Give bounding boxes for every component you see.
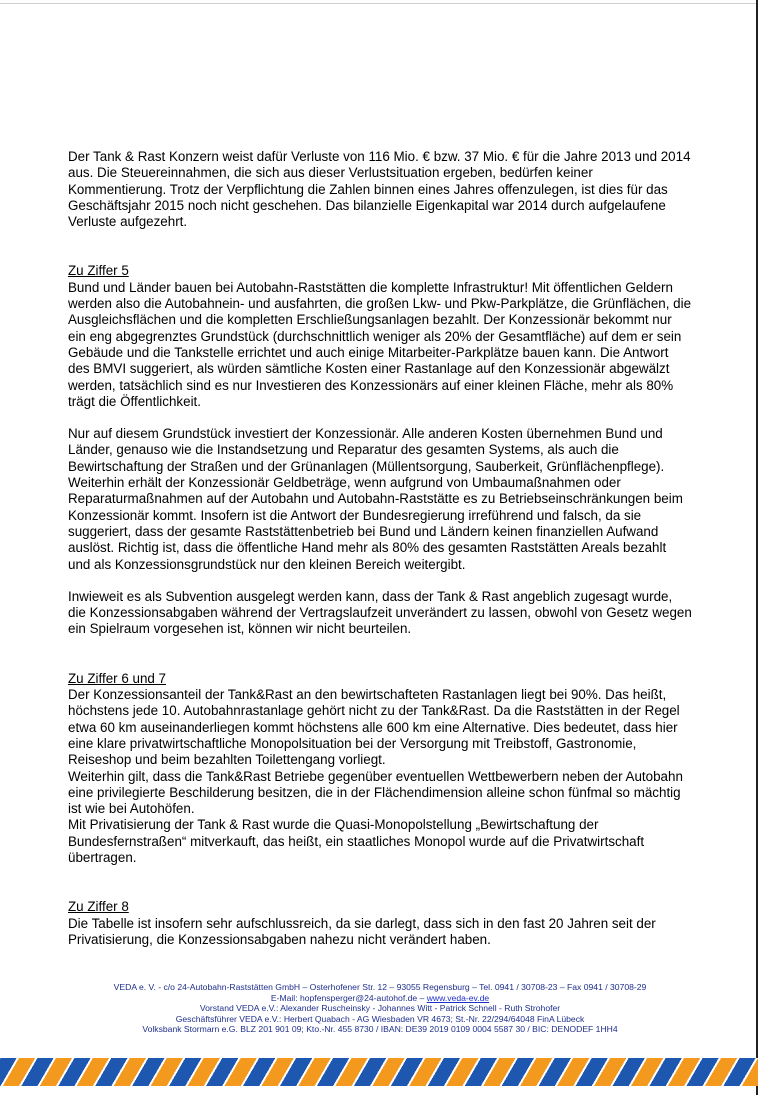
paragraph-ziffer-6-7-2: Weiterhin gilt, dass die Tank&Rast Betriebe gegenüber eventuellen Wettbewerbern neben der Autobahn eine privilegierte Beschilderung besitzen, die in der Flächendimension alleine schon fünfmal so mächtig ist wie bei Autohöfen. [68,768,683,817]
heading-ziffer-8: Zu Ziffer 8 [68,899,129,915]
footer-board: Vorstand VEDA e.V.: Alexander Ruscheinsky - Johannes Witt - Patrick Schnell - Ruth Strohofer [199,1003,561,1014]
paragraph-ziffer-6-7-1: Der Konzessionsanteil der Tank&Rast an den bewirtschafteten Rastanlagen liegt bei 90%. Das heißt, höchstens jede 10. Autobahnrastanlage gehört nicht zu der Tank&Rast. Da die Raststätten in der Regel etwa 60 km auseinanderliegen kommt höchstens alle 600 km eine Alternative. Dies bedeutet, dass hier eine klare privatwirtschaftliche Monopolsituation bei der Versorgung mit Treibstoff, Gastronomie, Reiseshop und beim bezahlten Toilettengang vorliegt. [68,687,680,768]
top-border [0,3,758,4]
footer-bank: Volksbank Stormarn e.G. BLZ 201 901 09; Kto.-Nr. 455 8730 / IBAN: DE39 2019 0109 0004 5587 30 / BIC: DENODEF 1HH4 [142,1024,618,1035]
page-footer [60,982,700,1035]
footer-website-link[interactable]: www.veda-ev.de [426,992,490,1003]
paragraph-ziffer-6-7-3: Mit Privatisierung der Tank & Rast wurde die Quasi-Monopolstellung „Bewirtschaftung der Bundesfernstraßen“ mitverkauft, das heißt, ein staatliches Monopol wurde auf die Privatwirtschaft übertragen. [68,817,645,865]
heading-ziffer-5: Zu Ziffer 5 [68,263,129,279]
footer-address: VEDA e. V. - c/o 24-Autobahn-Raststätten GmbH – Osterhofener Str. 12 – 93055 Regensburg – Tel. 0941 / 30708-23 – Fax 0941 / 30708-29 [113,982,647,992]
decorative-stripe-band [0,1058,758,1086]
paragraph-ziffer-5-1: Bund und Länder bauen bei Autobahn-Raststätten die komplette Infrastruktur! Mit öffentlichen Geldern werden also die Autobahnein- und ausfahrten, die großen Lkw- und Pkw-Parkplätze, die Grünflächen, die Ausgleichsflächen und die kompletten Erschließungsanlagen bezahlt. Der Konzessionär bekommt nur ein eng abgegrenztes Grundstück (durchschnittlich weniger als 20% der Gesamtfläche) auf dem er sein Gebäude und die Tankstelle errichtet und auch einige Mitarbeiter-Parkplätze bauen kann. Die Antwort des BMVI suggeriert, als würden sämtliche Kosten einer Rastanlage auf den Konzessionär abgewälzt werden, tatsächlich sind es nur Investieren des Konzessionärs auf einer kleinen Fläche, mehr als 80% trägt die Öffentlichkeit. [68,279,692,409]
footer-email: E-Mail: hopfensperger@24-autohof.de – [270,992,427,1003]
paragraph-ziffer-8-1: Die Tabelle ist insofern sehr aufschlussreich, da sie darlegt, dass sich in den fast 20 Jahren seit der Privatisierung, die Konzessionsabgaben nahezu nicht verändert haben. [68,915,656,947]
heading-ziffer-6-7: Zu Ziffer 6 und 7 [68,670,167,686]
footer-management: Geschäftsführer VEDA e.V.: Herbert Quabach - AG Wiesbaden VR 4673; St.-Nr. 22/294/64048 FinA Lübeck [175,1013,585,1024]
paragraph-ziffer-5-3: Inwieweit es als Subvention ausgelegt werden kann, dass der Tank & Rast angeblich zugesagt wurde, die Konzessionsabgaben während der Vertragslaufzeit unverändert zu lassen, obwohl von Gesetz wegen ein Spielraum vorgesehen ist, können wir nicht beurteilen. [68,588,692,637]
footer-contact [60,993,700,1004]
paragraph-losses: Der Tank & Rast Konzern weist dafür Verluste von 116 Mio. € bzw. 37 Mio. € für die Jahre 2013 und 2014 aus. Die Steuereinnahmen, die sich aus dieser Verlustsituation ergeben, bedürfen keiner Kommentierung. Trotz der Verpflichtung die Zahlen binnen eines Jahres offenzulegen, ist dies für das Geschäftsjahr 2015 noch nicht geschehen. Das bilanzielle Eigenkapital war 2014 durch aufgelaufene Verluste aufgezehrt. [68,149,691,230]
paragraph-ziffer-5-2: Nur auf diesem Grundstück investiert der Konzessionär. Alle anderen Kosten übernehmen Bund und Länder, genauso wie die Instandsetzung und Reparatur des gesamten Systems, als auch die Bewirtschaftung der Straßen und der Grünanlagen (Müllentsorgung, Sauberkeit, Grünflächenpflege). Weiterhin erhält der Konzessionär Geldbeträge, wenn aufgrund von Umbaumaßnahmen oder Reparaturmaßnahmen auf der Autobahn und Autobahn-Raststätte es zu Betriebseinschränkungen beim Konzessionär kommt. Insofern ist die Antwort der Bundesregierung irreführend und falsch, da sie suggeriert, dass der gesamte Raststättenbetrieb bei Bund und Ländern keinen finanziellen Aufwand auslöst. Richtig ist, dass die öffentliche Hand mehr als 80% des gesamten Raststätten Areals bezahlt und als Konzessionsgrundstück nur den kleinen Bereich weitergibt. [68,426,683,572]
document-body [68,149,692,948]
